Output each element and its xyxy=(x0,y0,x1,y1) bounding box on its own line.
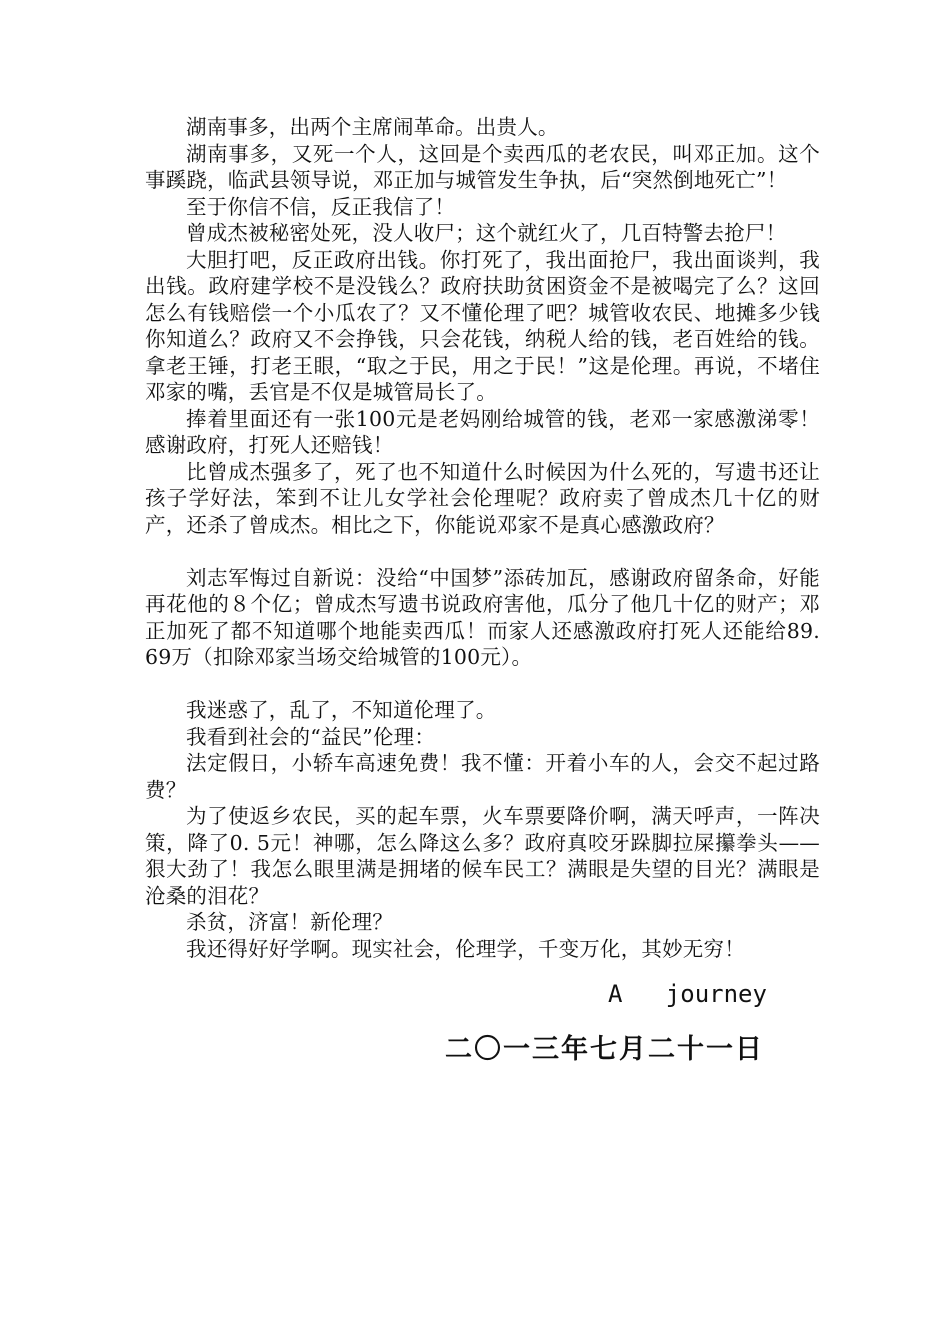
paragraph: 湖南事多，又死一个人，这回是个卖西瓜的老农民，叫邓正加。这个事蹊跷，临武县领导说，邓正加与城管发生争执，后“突然倒地死亡”！ xyxy=(145,141,820,192)
paragraph: 杀贫，济富！新伦理？ xyxy=(186,910,393,934)
paragraph: 曾成杰被秘密处死，没人收尸；这个就红火了，几百特警去抢尸！ xyxy=(186,221,787,245)
paragraph: 法定假日，小轿车高速免费！我不懂：开着小车的人，会交不起过路费？ xyxy=(145,751,820,802)
author-signature: A journey xyxy=(608,980,767,1008)
paragraph: 比曾成杰强多了，死了也不知道什么时候因为什么死的，写遗书还让孩子学好法，笨到不让儿女学社会伦理呢？政府卖了曾成杰几十亿的财产，还杀了曾成杰。相比之下，你能说邓家不是真心感激政府？ xyxy=(145,459,820,537)
article-body xyxy=(145,114,820,962)
document-date: 二〇一三年七月二十一日 xyxy=(445,1034,764,1065)
paragraph: 我还得好好学啊。现实社会，伦理学，千变万化，其妙无穷！ xyxy=(186,936,745,961)
paragraph: 至于你信不信，反正我信了！ xyxy=(186,194,456,219)
paragraph: 大胆打吧，反正政府出钱。你打死了，我出面抢尸，我出面谈判，我出钱。政府建学校不是没钱么？政府扶助贫困资金不是被喝完了么？这回怎么有钱赔偿一个小瓜农了？又不懂伦理了吧？城管收农民、地摊多少钱你知道么？政府又不会挣钱，只会花钱，纳税人给的钱，老百姓给的钱。拿老王锤，打老王眼，“取之于民，用之于民！”这是伦理。再说，不堵住邓家的嘴，丢官是不仅是城管局长了。 xyxy=(145,247,820,404)
paragraph: 为了使返乡农民，买的起车票，火车票要降价啊，满天呼声，一阵决策，降了0. 5元！神哪，怎么降这么多？政府真咬牙跺脚拉屎攥拳头——狠大劲了！我怎么眼里满是拥堵的候车民工？满眼是失望的目光？满眼是沧桑的泪花？ xyxy=(145,804,820,908)
paragraph-spacer xyxy=(145,671,820,698)
paragraph: 我看到社会的“益民”伦理： xyxy=(186,724,436,749)
paragraph: 湖南事多，出两个主席闹革命。出贵人。 xyxy=(186,115,559,139)
paragraph: 我迷惑了，乱了，不知道伦理了。 xyxy=(186,698,497,722)
paragraph-spacer xyxy=(145,538,820,565)
paragraph: 捧着里面还有一张100元是老妈刚给城管的钱，老邓一家感激涕零！感谢政府，打死人还赔钱！ xyxy=(145,406,820,457)
paragraph: 刘志军悔过自新说：没给“中国梦”添砖加瓦，感谢政府留条命，好能再花他的８个亿；曾成杰写遗书说政府害他，瓜分了他几十亿的财产；邓正加死了都不知道哪个地能卖西瓜！而家人还感激政府打死人还能给89. 69万（扣除邓家当场交给城管的100元）。 xyxy=(145,565,820,669)
